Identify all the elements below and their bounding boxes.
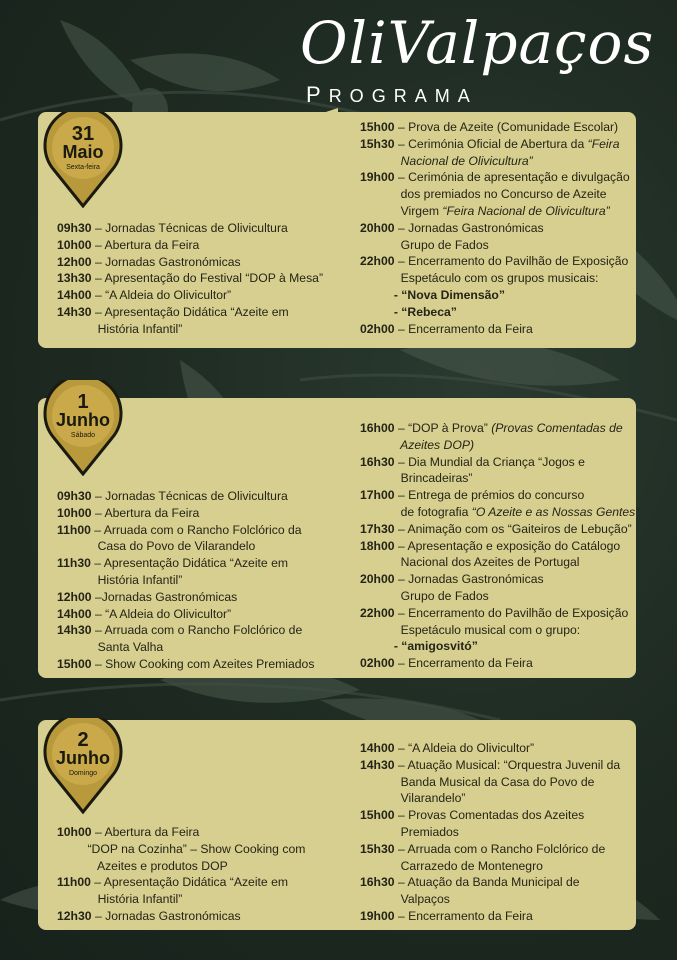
event-description: Carrazedo de Montenegro bbox=[360, 858, 543, 873]
schedule-row bbox=[360, 824, 620, 841]
schedule-row bbox=[57, 538, 314, 555]
schedule-row bbox=[360, 774, 620, 791]
event-time: 11h00 bbox=[57, 875, 91, 890]
event-time: 16h30 bbox=[360, 454, 395, 469]
schedule-row bbox=[360, 554, 639, 571]
schedule-row bbox=[360, 169, 630, 186]
event-description: Casa do Povo de Vilarandelo bbox=[57, 539, 256, 554]
event-description: Vilarandelo” bbox=[360, 791, 466, 806]
event-description: – Encerramento da Feira bbox=[394, 908, 533, 923]
event-time: 10h00 bbox=[57, 825, 92, 839]
schedule-row bbox=[360, 153, 630, 170]
schedule-row bbox=[360, 136, 630, 153]
schedule-row bbox=[57, 522, 314, 539]
event-description: Nacional dos Azeites de Portugal bbox=[360, 555, 580, 570]
event-time: 20h00 bbox=[360, 572, 395, 587]
schedule-row bbox=[360, 504, 639, 521]
event-description: – Atuação Musical: “Orquestra Juvenil da bbox=[394, 757, 621, 772]
event-time: 14h00 bbox=[57, 288, 92, 303]
event-description: – Animação com os “Gaiteiros de Lebução” bbox=[394, 521, 632, 536]
event-description: Grupo de Fados bbox=[360, 237, 489, 252]
event-description-italic: Azeites DOP) bbox=[360, 437, 475, 452]
event-time: 02h00 bbox=[360, 656, 395, 671]
pin-day: 1 bbox=[77, 391, 89, 413]
event-description-italic: Nacional de Olivicultura” bbox=[360, 153, 533, 168]
schedule-row bbox=[57, 270, 323, 287]
event-time: 20h00 bbox=[360, 220, 395, 235]
event-description: –Jornadas Gastronómicas bbox=[91, 589, 238, 604]
event-description: – Entrega de prémios do concurso bbox=[394, 488, 585, 503]
event-time: 13h30 bbox=[57, 271, 92, 286]
schedule-day3-left bbox=[57, 824, 305, 925]
event-time: 14h30 bbox=[57, 623, 92, 638]
schedule-row bbox=[360, 891, 620, 908]
event-description: – Arruada com o Rancho Folclórico da bbox=[90, 522, 302, 537]
schedule-row bbox=[360, 321, 630, 338]
event-description: – “A Aldeia do Olivicultor” bbox=[394, 741, 535, 755]
pin-day: 2 bbox=[77, 729, 89, 751]
schedule-row bbox=[360, 253, 630, 270]
date-pin-31-maio bbox=[42, 112, 124, 208]
event-time: 22h00 bbox=[360, 254, 395, 269]
schedule-row bbox=[360, 454, 639, 471]
event-description: – Abertura da Feira bbox=[91, 505, 200, 520]
schedule-row bbox=[57, 824, 305, 841]
pin-month: Junho bbox=[56, 410, 110, 430]
schedule-row bbox=[57, 304, 323, 321]
event-time: 02h00 bbox=[360, 321, 395, 336]
event-time: 10h00 bbox=[57, 505, 92, 520]
schedule-row bbox=[360, 203, 630, 220]
event-time: 16h30 bbox=[360, 875, 395, 890]
schedule-row bbox=[360, 420, 639, 437]
schedule-row bbox=[57, 254, 323, 271]
event-description: Brincadeiras” bbox=[360, 471, 473, 486]
schedule-row bbox=[57, 874, 305, 891]
schedule-row bbox=[57, 555, 314, 572]
schedule-row bbox=[57, 287, 323, 304]
schedule-row bbox=[360, 119, 630, 136]
event-description: – Apresentação e exposição do Catálogo bbox=[394, 538, 621, 553]
event-description: – Encerramento do Pavilhão de Exposição bbox=[394, 605, 629, 620]
pin-weekday: Sexta-feira bbox=[66, 164, 100, 171]
schedule-day2-right bbox=[360, 420, 639, 672]
event-time: 15h00 bbox=[57, 656, 92, 671]
schedule-row bbox=[57, 572, 314, 589]
performer-name: - “Rebeca” bbox=[360, 304, 457, 319]
event-description: – Jornadas Gastronómicas bbox=[91, 254, 241, 269]
event-description: Premiados bbox=[360, 824, 459, 839]
event-time: 19h00 bbox=[360, 170, 395, 185]
event-description: Banda Musical da Casa do Povo de bbox=[360, 774, 595, 789]
event-time: 16h00 bbox=[360, 421, 395, 435]
event-description-italic: “O Azeite e as Nossas Gentes” bbox=[471, 504, 640, 519]
event-description: – Jornadas Gastronómicas bbox=[394, 220, 544, 235]
page-title: OliValpaços bbox=[300, 9, 655, 77]
event-description: História Infantil” bbox=[57, 572, 183, 587]
event-description: – Arruada com o Rancho Folclórico de bbox=[394, 841, 606, 856]
event-description: de fotografia bbox=[360, 504, 472, 519]
event-time: 09h30 bbox=[57, 221, 92, 235]
event-description: – Prova de Azeite (Comunidade Escolar) bbox=[394, 120, 619, 134]
schedule-row bbox=[57, 237, 323, 254]
event-time: 18h00 bbox=[360, 538, 395, 553]
event-description: – Cerimónia Oficial de Abertura da bbox=[394, 136, 588, 151]
schedule-row bbox=[360, 841, 620, 858]
pin-day: 31 bbox=[71, 123, 95, 145]
date-pin-2-junho bbox=[42, 718, 124, 814]
event-time: 15h30 bbox=[360, 841, 395, 856]
event-description: – Jornadas Técnicas de Olivicultura bbox=[91, 221, 288, 235]
event-description: Espetáculo com os grupos musicais: bbox=[360, 271, 599, 286]
event-description: Santa Valha bbox=[57, 640, 164, 655]
performer-name: - “Nova Dimensão” bbox=[360, 287, 505, 302]
schedule-row bbox=[57, 606, 314, 623]
event-description: – Cerimónia de apresentação e divulgação bbox=[394, 170, 630, 185]
event-time: 14h30 bbox=[57, 304, 92, 319]
event-description: – “DOP à Prova” bbox=[394, 421, 492, 435]
schedule-row bbox=[360, 638, 639, 655]
schedule-row bbox=[360, 470, 639, 487]
schedule-row bbox=[360, 437, 639, 454]
schedule-row bbox=[57, 858, 305, 875]
event-description: – Arruada com o Rancho Folclórico de bbox=[91, 623, 303, 638]
schedule-row bbox=[360, 807, 620, 824]
schedule-row bbox=[360, 538, 639, 555]
event-description: dos premiados no Concurso de Azeite bbox=[360, 187, 607, 202]
event-description: – “A Aldeia do Olivicultor” bbox=[91, 288, 232, 303]
event-description: – Apresentação Didática “Azeite em bbox=[91, 304, 289, 319]
event-time: 15h30 bbox=[360, 136, 395, 151]
event-description: – Encerramento do Pavilhão de Exposição bbox=[394, 254, 629, 269]
pin-weekday: Sábado bbox=[70, 432, 96, 439]
schedule-row bbox=[360, 237, 630, 254]
schedule-row bbox=[360, 521, 639, 538]
event-description: – Provas Comentadas dos Azeites bbox=[394, 808, 585, 823]
pin-month: Maio bbox=[62, 142, 104, 162]
schedule-row bbox=[360, 304, 630, 321]
event-time: 14h30 bbox=[360, 757, 395, 772]
event-description: História Infantil” bbox=[57, 892, 183, 907]
schedule-day3-right bbox=[360, 740, 620, 925]
event-description: “DOP na Cozinha” – Show Cooking com bbox=[57, 841, 306, 856]
schedule-row bbox=[57, 589, 314, 606]
schedule-row bbox=[360, 605, 639, 622]
schedule-row bbox=[360, 270, 630, 287]
event-description: Virgem bbox=[360, 203, 443, 218]
event-time: 11h30 bbox=[57, 556, 91, 571]
event-description: – Abertura da Feira bbox=[91, 237, 200, 252]
event-time: 15h00 bbox=[360, 120, 395, 134]
schedule-row bbox=[360, 740, 620, 757]
schedule-row bbox=[360, 186, 630, 203]
event-time: 22h00 bbox=[360, 605, 395, 620]
event-time: 17h30 bbox=[360, 521, 395, 536]
event-description: – Show Cooking com Azeites Premiados bbox=[91, 656, 315, 671]
event-time: 10h00 bbox=[57, 237, 92, 252]
page-subtitle: PROGRAMA bbox=[306, 82, 478, 107]
event-time: 14h00 bbox=[360, 741, 395, 755]
schedule-row bbox=[360, 874, 620, 891]
schedule-row bbox=[360, 220, 630, 237]
event-description: – Jornadas Gastronómicas bbox=[394, 572, 544, 587]
event-description-italic: “Feira Nacional de Olivicultura” bbox=[442, 203, 610, 218]
event-time: 12h00 bbox=[57, 589, 92, 604]
event-description: – Atuação da Banda Municipal de bbox=[394, 875, 580, 890]
event-description: – Apresentação Didática “Azeite em bbox=[90, 875, 289, 890]
schedule-row bbox=[360, 790, 620, 807]
event-description: – Abertura da Feira bbox=[91, 825, 200, 839]
event-time: 09h30 bbox=[57, 489, 92, 503]
schedule-row bbox=[57, 321, 323, 338]
schedule-row bbox=[360, 571, 639, 588]
schedule-row bbox=[57, 841, 305, 858]
schedule-day1-right bbox=[360, 119, 630, 337]
event-description: História Infantil” bbox=[57, 321, 183, 336]
schedule-row bbox=[57, 656, 314, 673]
event-time: 14h00 bbox=[57, 606, 92, 621]
event-description: – Apresentação Didática “Azeite em bbox=[90, 556, 289, 571]
schedule-day2-left bbox=[57, 488, 314, 673]
event-description: Valpaços bbox=[360, 892, 450, 907]
schedule-row bbox=[360, 588, 639, 605]
schedule-row bbox=[360, 858, 620, 875]
event-description: Espetáculo musical com o grupo: bbox=[360, 622, 581, 637]
schedule-row bbox=[57, 505, 314, 522]
event-description-italic: (Provas Comentadas de bbox=[491, 421, 623, 435]
event-description: – Jornadas Gastronómicas bbox=[91, 908, 241, 923]
event-time: 12h30 bbox=[57, 908, 92, 923]
schedule-row bbox=[57, 488, 314, 505]
event-description: Grupo de Fados bbox=[360, 588, 489, 603]
pin-month: Junho bbox=[56, 748, 110, 768]
event-description-italic: “Feira bbox=[587, 136, 620, 151]
schedule-row bbox=[57, 220, 323, 237]
event-description: – Jornadas Técnicas de Olivicultura bbox=[91, 489, 288, 503]
event-time: 19h00 bbox=[360, 908, 395, 923]
event-description: – Encerramento da Feira bbox=[394, 321, 533, 336]
schedule-row bbox=[360, 908, 620, 925]
event-time: 17h00 bbox=[360, 488, 395, 503]
schedule-row bbox=[57, 622, 314, 639]
schedule-row bbox=[57, 639, 314, 656]
schedule-row bbox=[360, 287, 630, 304]
event-time: 12h00 bbox=[57, 254, 92, 269]
event-description: – Encerramento da Feira bbox=[394, 656, 533, 671]
schedule-row bbox=[360, 622, 639, 639]
schedule-row bbox=[360, 757, 620, 774]
schedule-row bbox=[360, 487, 639, 504]
schedule-row bbox=[360, 655, 639, 672]
date-pin-1-junho bbox=[42, 380, 124, 476]
event-description: – “A Aldeia do Olivicultor” bbox=[91, 606, 232, 621]
event-description: – Dia Mundial da Criança “Jogos e bbox=[394, 454, 585, 469]
schedule-day1-left bbox=[57, 220, 323, 338]
event-time: 15h00 bbox=[360, 808, 395, 823]
schedule-row bbox=[57, 908, 305, 925]
event-description: Azeites e produtos DOP bbox=[57, 858, 228, 873]
performer-name: - “amigosvitó” bbox=[360, 639, 478, 654]
pin-weekday: Domingo bbox=[68, 770, 97, 777]
event-description: – Apresentação do Festival “DOP à Mesa” bbox=[91, 271, 324, 286]
event-time: 11h00 bbox=[57, 522, 91, 537]
schedule-row bbox=[57, 891, 305, 908]
